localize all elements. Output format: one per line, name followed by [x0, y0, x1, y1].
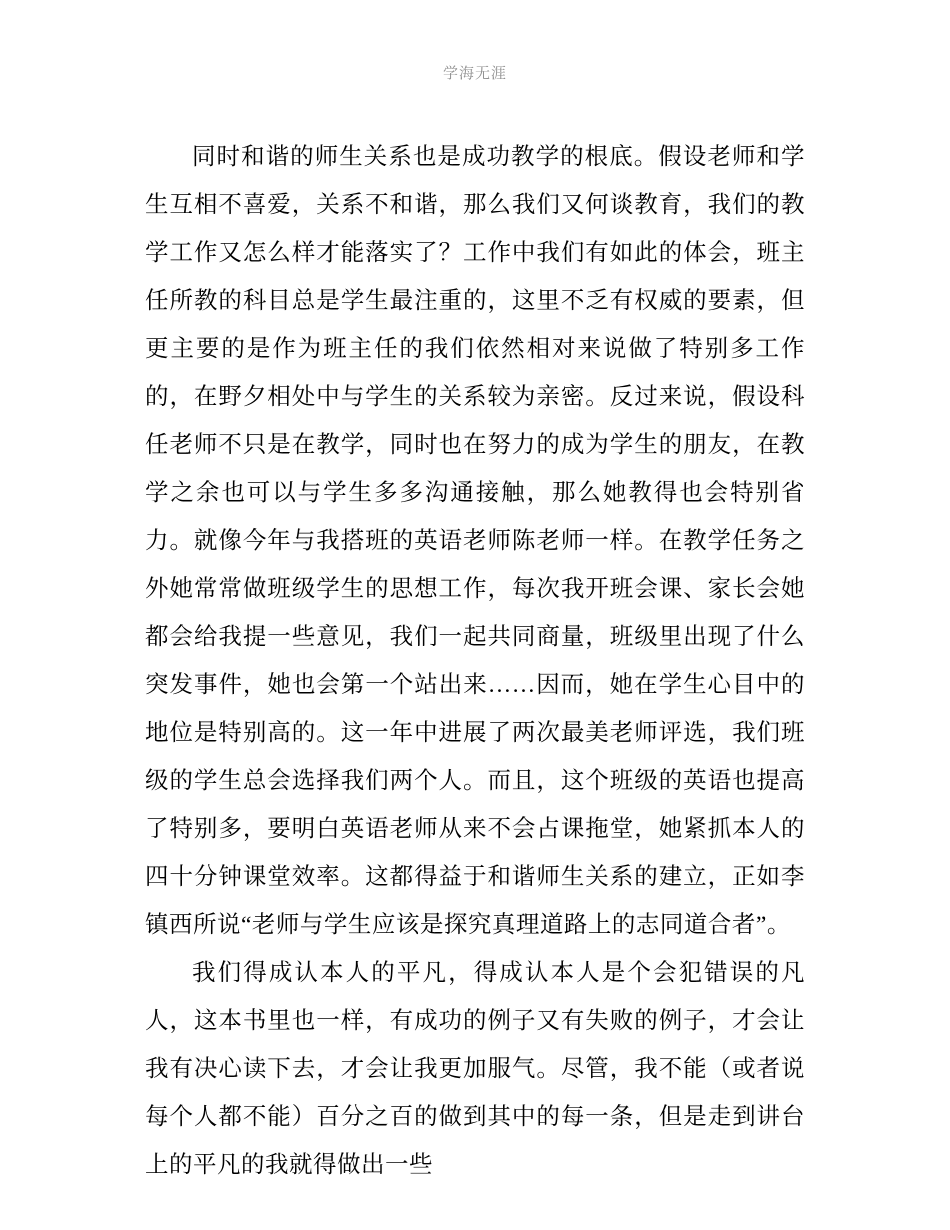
document-body — [145, 83, 805, 1189]
paragraph: 我们得成认本人的平凡，得成认本人是个会犯错误的凡人，这本书里也一样，有成功的例子又有失败的例子，才会让我有决心读下去，才会让我更加服气。尽管，我不能（或者说每个人都不能）百分之百的做到其中的每一条，但是走到讲台上的平凡的我就得做出一些 — [145, 960, 805, 1178]
page-header: 学海无涯 — [442, 66, 507, 82]
paragraph: 同时和谐的师生关系也是成功教学的根底。假设老师和学生互相不喜爱，关系不和谐，那么我们又何谈教育，我们的教学工作又怎么样才能落实了？工作中我们有如此的体会，班主任所教的科目总是学生最注重的，这里不乏有权威的要素，但更主要的是作为班主任的我们依然相对来说做了特别多工作的，在野夕相处中与学生的关系较为亲密。反过来说，假设科任老师不只是在教学，同时也在努力的成为学生的朋友，在教学之余也可以与学生多多沟通接触，那么她教得也会特别省力。就像今年与我搭班的英语老师陈老师一样。在教学任务之外她常常做班级学生的思想工作，每次我开班会课、家长会她都会给我提一些意见，我们一起共同商量，班级里出现了什么突发事件，她也会第一个站出来……因而，她在学生心目中的地位是特别高的。这一年中进展了两次最美老师评选，我们班级的学生总会选择我们两个人。而且，这个班级的英语也提高了特别多，要明白英语老师从来不会占课拖堂，她紧抓本人的四十分钟课堂效率。这都得益于和谐师生关系的建立，正如李镇西所说“老师与学生应该是探究真理道路上的志同道合者”。 — [145, 144, 805, 938]
